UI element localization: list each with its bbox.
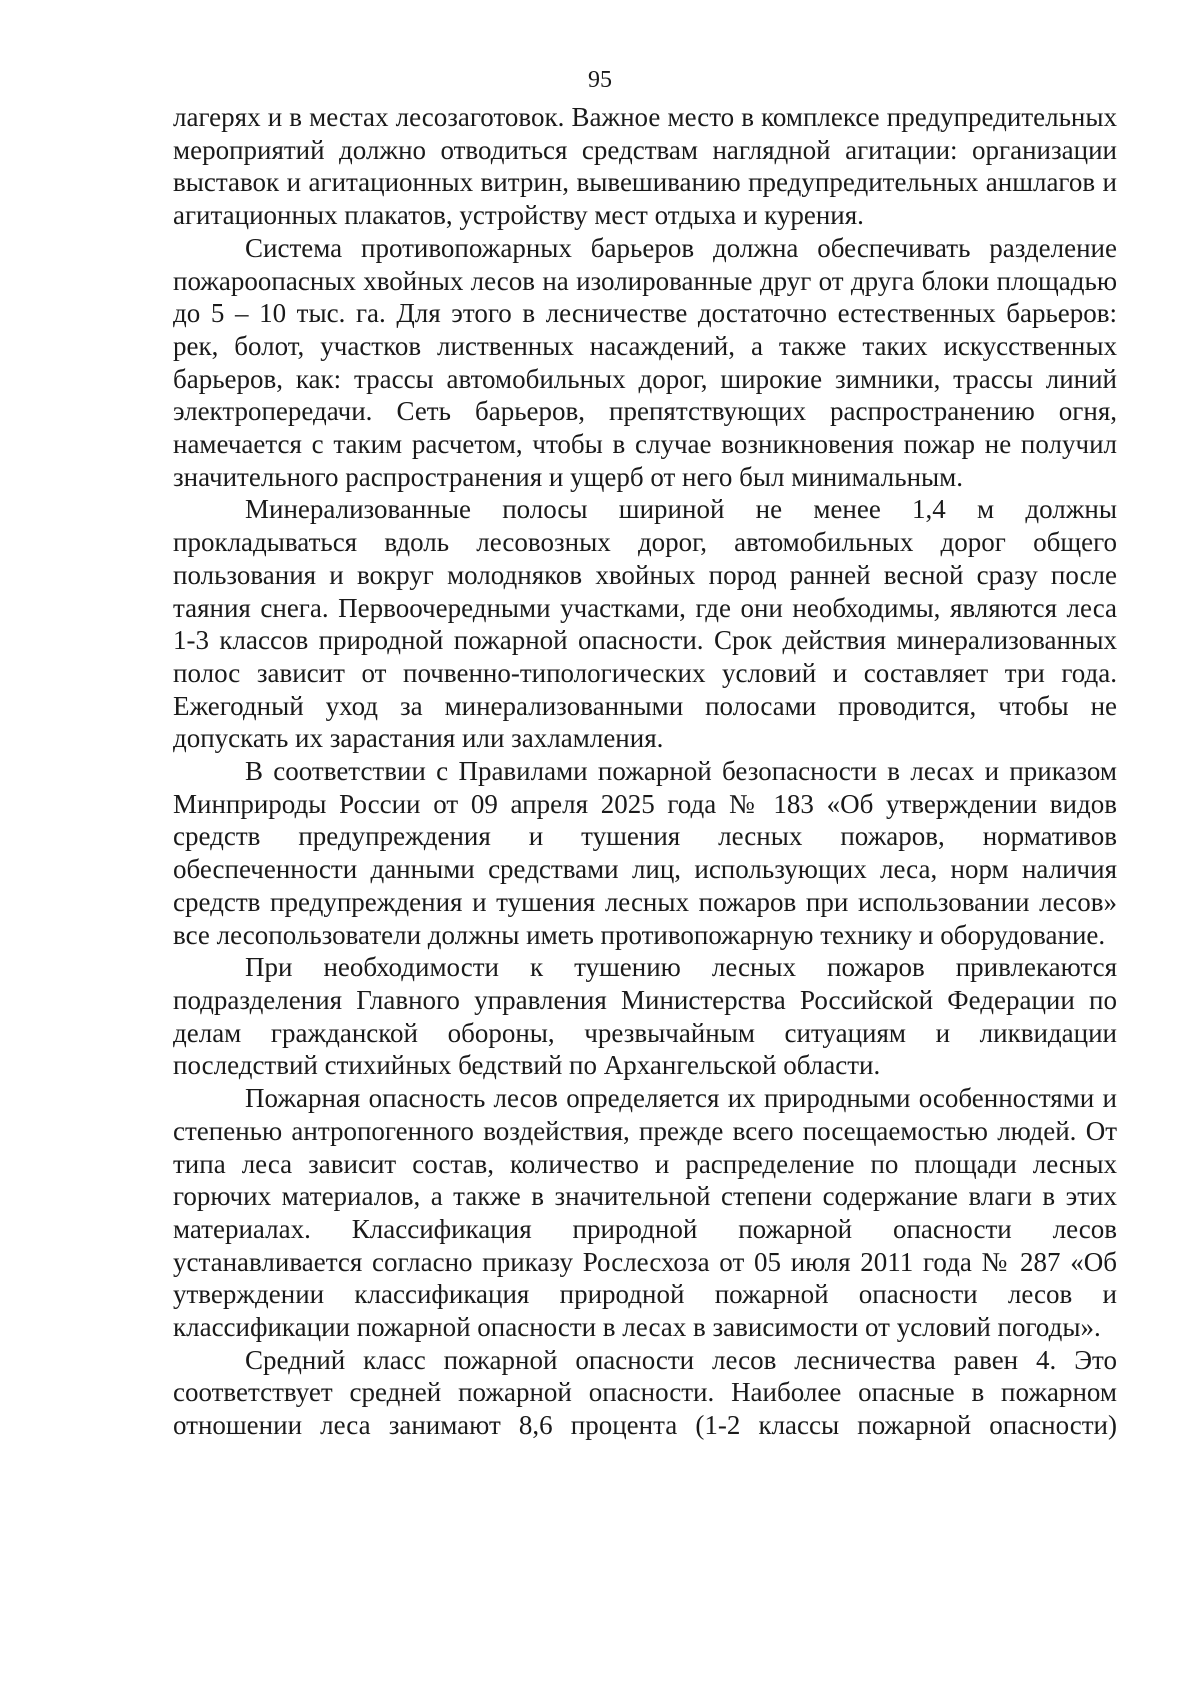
page-number: 95 bbox=[588, 67, 612, 93]
paragraph-emergency-ministry: При необходимости к тушению лесных пожаров привлекаются подразделения Главного управления Министерства Российской Федерации по делам гражданской обороны, чрезвычайным ситуациям и ликвидации последствий стихийных бедствий по Архангельской области. bbox=[173, 952, 1117, 1081]
paragraph-fire-barriers: Система противопожарных барьеров должна обеспечивать разделение пожароопасных хвойных лесов на изолированные друг от друга блоки площадью до 5 – 10 тыс. га. Для этого в лесничестве достаточно естественных барьеров: рек, болот, участков лиственных насаждений, а также таких искусственных барьеров, как: трассы автомобильных дорог, широкие зимники, трассы линий электропередачи. Сеть барьеров, препятствующих распространению огня, намечается с таким расчетом, чтобы в случае возникновения пожар не получил значительного распространения и ущерб от него был минимальным. bbox=[173, 232, 1117, 492]
paragraph-fire-equipment-regulation: В соответствии с Правилами пожарной безопасности в лесах и приказом Минприроды России от 09 апреля 2025 года № 183 «Об утверждении видов средств предупреждения и тушения лесных пожаров, нормативов обеспеченности данными средствами лиц, использующих леса, норм наличия средств предупреждения и тушения лесных пожаров при использовании лесов» все лесопользователи должны иметь противопожарную технику и оборудование. bbox=[173, 756, 1117, 950]
paragraph-fire-danger-classification: Пожарная опасность лесов определяется их природными особенностями и степенью антропогенного воздействия, прежде всего посещаемостью людей. От типа леса зависит состав, количество и распределение по площади лесных горючих материалов, а также в значительной степени содержание влаги в этих материалах. Классификация природной пожарной опасности лесов устанавливается согласно приказу Рослесхоза от 05 июля 2011 года № 287 «Об утверждении классификация природной пожарной опасности лесов и классификации пожарной опасности в лесах в зависимости от условий погоды». bbox=[173, 1083, 1117, 1343]
document-body bbox=[173, 101, 1117, 1442]
paragraph-average-fire-class: Средний класс пожарной опасности лесов лесничества равен 4. Это соответствует средней пожарной опасности. Наиболее опасные в пожарном отношении леса занимают 8,6 процента (1-2 классы пожарной опасности) bbox=[173, 1344, 1117, 1441]
paragraph-agitation-continuation: лагерях и в местах лесозаготовок. Важное место в комплексе предупредительных мероприятий должно отводиться средствам наглядной агитации: организации выставок и агитационных витрин, вывешиванию предупредительных аншлагов и агитационных плакатов, устройству мест отдыха и курения. bbox=[173, 102, 1117, 231]
paragraph-mineralized-strips: Минерализованные полосы шириной не менее 1,4 м должны прокладываться вдоль лесовозных дорог, автомобильных дорог общего пользования и вокруг молодняков хвойных пород ранней весной сразу после таяния снега. Первоочередными участками, где они необходимы, являются леса 1-3 классов природной пожарной опасности. Срок действия минерализованных полос зависит от почвенно-типологических условий и составляет три года. Ежегодный уход за минерализованными полосами проводится, чтобы не допускать их зарастания или захламления. bbox=[173, 494, 1117, 754]
